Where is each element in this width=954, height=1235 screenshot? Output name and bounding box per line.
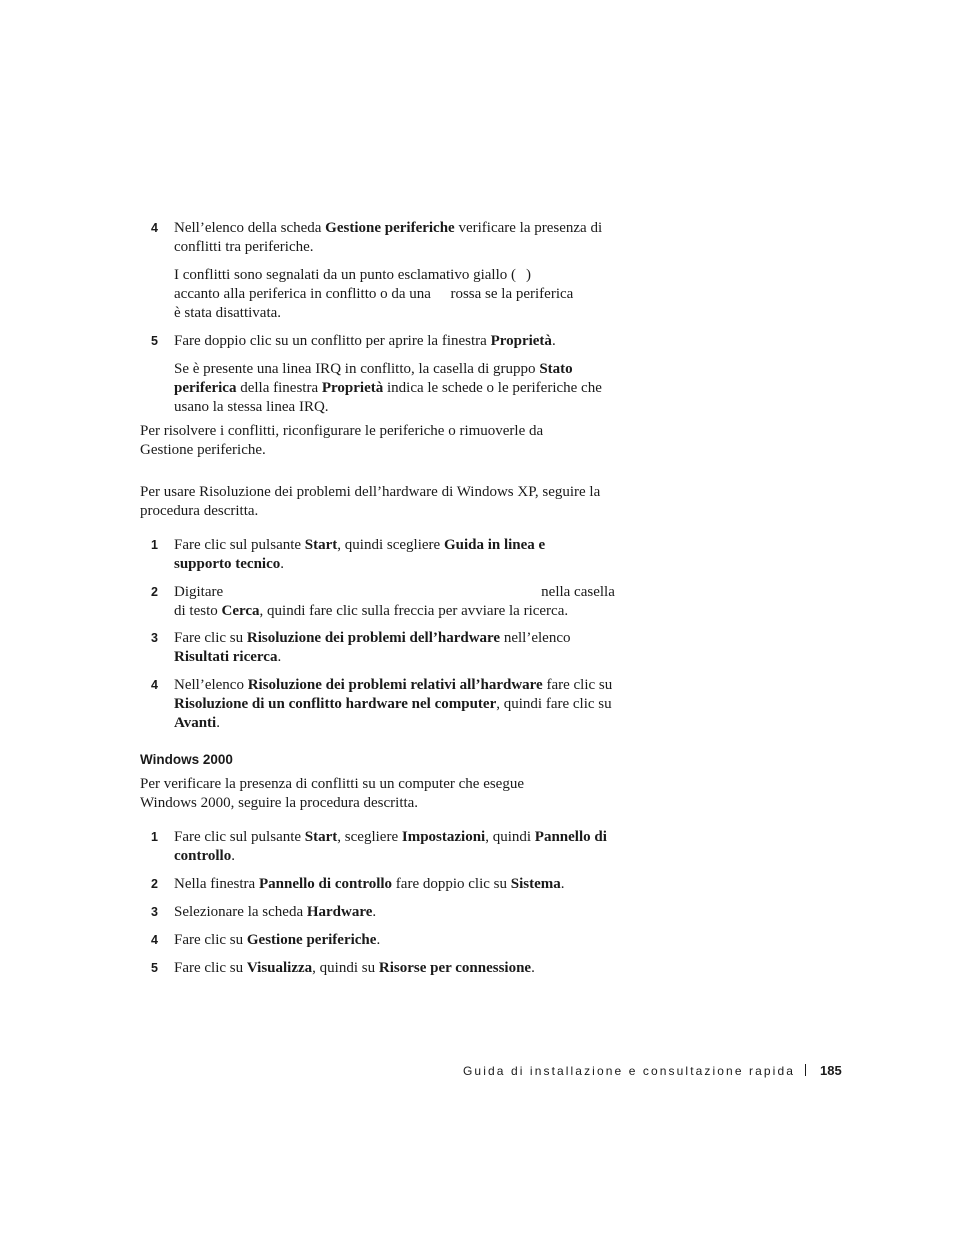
step-number: 4 [151, 221, 158, 235]
step-text: Fare clic sul pulsante Start, quindi scegliere Guida in linea e supporto tecnico. [174, 537, 546, 572]
step-text: Fare clic su Visualizza, quindi su Risorse per connessione. [174, 960, 535, 976]
step-note: Se è presente una linea IRQ in conflitto, la casella di gruppo Stato periferica della finestra Proprietà indica le schede o le periferiche che usano la stessa linea IRQ. [174, 361, 602, 415]
footer-divider [805, 1064, 806, 1076]
section-heading: Windows 2000 [140, 752, 233, 767]
paragraph: Per usare Risoluzione dei problemi dell’hardware di Windows XP, seguire la procedura descritta. [140, 484, 601, 519]
step-text: Selezionare la scheda Hardware. [174, 904, 377, 920]
step-text: Nell’elenco della scheda Gestione periferiche verificare la presenza di conflitti tra periferiche. [174, 220, 603, 255]
step-number: 4 [151, 933, 158, 947]
page-number: 185 [820, 1063, 842, 1078]
step-text: Fare clic su Risoluzione dei problemi dell’hardware nell’elenco Risultati ricerca. [174, 630, 571, 665]
step-text: Nell’elenco Risoluzione dei problemi relativi all’hardware fare clic su Risoluzione di un conflitto hardware nel computer, quindi fare clic su Avanti. [174, 677, 613, 731]
step-number: 1 [151, 830, 158, 844]
footer-title: Guida di installazione e consultazione rapida [463, 1064, 795, 1078]
step-number: 5 [151, 334, 158, 348]
step-text: Fare doppio clic su un conflitto per aprire la finestra Proprietà. [174, 333, 556, 349]
paragraph: Per verificare la presenza di conflitti su un computer che esegue Windows 2000, seguire la procedura descritta. [140, 776, 525, 811]
page-footer [463, 1062, 843, 1080]
step-number: 2 [151, 585, 158, 599]
step-number: 3 [151, 631, 158, 645]
step-number: 3 [151, 905, 158, 919]
step-text: Fare clic su Gestione periferiche. [174, 932, 381, 948]
step-number: 4 [151, 678, 158, 692]
step-text: Nella finestra Pannello di controllo fare doppio clic su Sistema. [174, 876, 565, 892]
step-number: 2 [151, 877, 158, 891]
paragraph: Per risolvere i conflitti, riconfigurare le periferiche o rimuoverle da Gestione periferiche. [140, 423, 544, 458]
step-text: Fare clic sul pulsante Start, scegliere Impostazioni, quindi Pannello di controllo. [174, 829, 607, 864]
step-text: Digitare nella casella di testo Cerca, quindi fare clic sulla freccia per avviare la ricerca. [174, 584, 615, 619]
step-number: 5 [151, 961, 158, 975]
step-note: I conflitti sono segnalati da un punto esclamativo giallo ( ) accanto alla periferica in conflitto o da una rossa se la periferica è stata disattivata. [174, 267, 574, 321]
step-number: 1 [151, 538, 158, 552]
